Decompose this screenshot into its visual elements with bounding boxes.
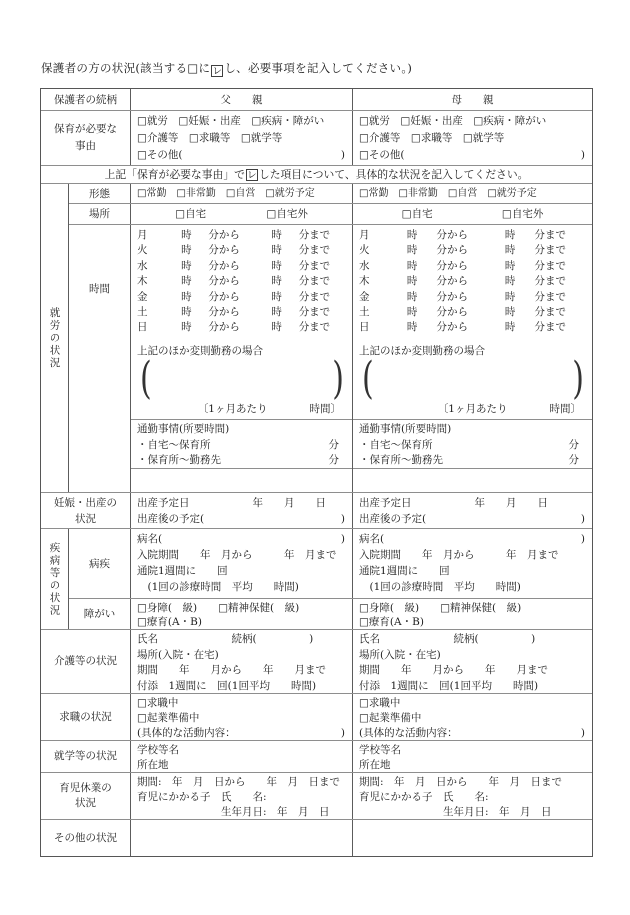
illness-row — [41, 529, 592, 630]
open-paren: ( — [362, 353, 374, 405]
from-label: 分から — [436, 244, 468, 257]
hour-label: 時 — [181, 229, 192, 241]
reason-other-line: □その他( ) — [359, 149, 585, 161]
mother-disability-cell — [353, 599, 592, 629]
form-title-post: し、必要事項を記入してください。) — [224, 61, 413, 75]
hour-label: 時 — [181, 244, 192, 257]
hour-label: 時 — [504, 306, 516, 319]
header-father: 父 親 — [131, 89, 353, 110]
monthly-hours-line: 〔1ヶ月あたり 時間〕 — [437, 402, 581, 415]
from-label: 分から — [208, 306, 240, 319]
disability-line: □療育(A・B) — [137, 616, 202, 628]
work-status-row — [41, 184, 592, 493]
hour-label: 時 — [406, 306, 418, 319]
mother-work-time-cell — [353, 225, 592, 492]
reason-other-line: □その他( ) — [137, 149, 345, 161]
father-work-place-cell: □自宅 □自宅外 — [131, 204, 353, 224]
work-form-subrow — [69, 184, 592, 204]
mother-commute-cell — [353, 420, 592, 469]
from-label: 分から — [436, 321, 468, 334]
hour-label: 時 — [504, 275, 516, 288]
hospitalization-line: 入院期間 年 月から 年 月まで — [137, 549, 337, 561]
day-row — [359, 305, 587, 320]
reason-line: □介護等 □求職等 □就学等 — [359, 132, 505, 144]
hour-label: 時 — [271, 244, 282, 257]
school-address-line: 所在地 — [137, 759, 169, 771]
hour-label: 時 — [504, 290, 516, 303]
close-paren: ) — [572, 353, 584, 405]
father-empty-strip — [131, 469, 352, 492]
pregnancy-label: 妊娠・出産の 状況 — [41, 493, 131, 528]
hour-label: 時 — [181, 321, 192, 334]
irregular-work-label: 上記のほか変則勤務の場合 — [137, 344, 263, 357]
care-name-line: 氏名 続柄( ) — [359, 633, 536, 645]
child-name-line: 育児にかかる子 氏 名: — [137, 791, 267, 803]
day-row — [359, 274, 587, 289]
day-label: 火 — [359, 244, 370, 257]
to-label: 分まで — [298, 290, 331, 303]
day-row — [359, 243, 587, 258]
hospitalization-line: 入院期間 年 月から 年 月まで — [359, 549, 559, 561]
father-reason-cell — [131, 111, 353, 165]
to-label: 分まで — [298, 306, 331, 319]
mother-childcare-cell — [353, 773, 592, 819]
childcare-leave-label: 育児休業の 状況 — [41, 773, 131, 819]
schooling-row — [41, 741, 592, 773]
work-place-subrow — [69, 204, 592, 225]
checked-checkbox-icon: レ — [212, 66, 223, 77]
father-job-seeking-cell — [131, 694, 353, 740]
sickness-label: 病疾 — [69, 529, 131, 598]
school-name-line: 学校等名 — [137, 744, 179, 756]
due-date-line: 出産予定日 年 月 日 — [137, 497, 326, 509]
mother-other-cell — [353, 820, 592, 856]
to-label: 分まで — [534, 259, 567, 272]
to-label: 分まで — [534, 244, 567, 257]
after-birth-line: 出産後の予定( ) — [359, 513, 585, 525]
commute-home-line: ・自宅〜保育所 分 — [359, 438, 579, 451]
commute-title: 通勤事情(所要時間) — [137, 423, 230, 435]
care-period-line: 期間 年 月から 年 月まで — [137, 664, 326, 676]
due-date-line: 出産予定日 年 月 日 — [359, 497, 548, 509]
day-label: 日 — [359, 321, 370, 334]
day-label: 土 — [137, 306, 148, 319]
father-pregnancy-cell — [131, 493, 353, 528]
job-seeking-row — [41, 694, 592, 741]
hour-label: 時 — [406, 290, 418, 303]
reason-line: □就労 □妊娠・出産 □疾病・障がい — [359, 115, 547, 127]
father-work-form-cell: □常勤 □非常勤 □自営 □就労予定 — [131, 184, 353, 203]
visits-line: 通院1週間に 回 — [359, 565, 450, 577]
care-name-line: 氏名 続柄( ) — [137, 633, 314, 645]
leave-period-line: 期間: 年 月 日から 年 月 日まで — [359, 776, 563, 788]
day-label: 火 — [137, 244, 148, 257]
father-disability-cell — [131, 599, 353, 629]
hour-label: 時 — [406, 321, 418, 334]
day-label: 木 — [359, 275, 370, 288]
avg-time-line: (1回の診療時間 平均 時間) — [137, 581, 299, 593]
day-label: 金 — [359, 290, 370, 303]
irregular-work-parens — [137, 353, 347, 405]
care-attend-line: 付添 1週間に 回(1回平均 時間) — [359, 679, 539, 692]
day-row — [359, 290, 587, 305]
hour-label: 時 — [271, 229, 282, 241]
commute-home-line: ・自宅〜保育所 分 — [137, 438, 339, 451]
from-label: 分から — [436, 275, 468, 288]
hour-label: 時 — [504, 321, 516, 334]
father-commute-cell — [131, 420, 352, 469]
mother-empty-strip — [353, 469, 592, 492]
monthly-hours-line: 〔1ヶ月あたり 時間〕 — [197, 402, 341, 415]
commute-title: 通勤事情(所要時間) — [359, 423, 452, 435]
day-label: 木 — [137, 275, 148, 288]
irregular-work-label: 上記のほか変則勤務の場合 — [359, 344, 485, 357]
seeking-line: □求職中 — [359, 697, 401, 709]
from-label: 分から — [436, 306, 468, 319]
hour-label: 時 — [504, 244, 516, 257]
disease-name-line: 病名( ) — [137, 533, 345, 545]
disability-line: □療育(A・B) — [359, 616, 424, 628]
day-row — [137, 228, 347, 243]
day-row — [137, 274, 347, 289]
other-status-label: その他の状況 — [41, 820, 131, 856]
hour-label: 時 — [271, 259, 282, 272]
care-place-line: 場所(入院・在宅) — [137, 648, 219, 661]
from-label: 分から — [208, 290, 240, 303]
from-label: 分から — [208, 229, 240, 241]
care-attend-line: 付添 1週間に 回(1回平均 時間) — [137, 679, 317, 692]
mother-weekly-hours — [353, 225, 592, 420]
day-row — [137, 259, 347, 274]
reason-label: 保育が必要な 事由 — [41, 111, 131, 165]
job-seeking-label: 求職の状況 — [41, 694, 131, 740]
work-place-label: 場所 — [69, 204, 131, 224]
hour-label: 時 — [271, 275, 282, 288]
hour-label: 時 — [406, 275, 418, 288]
checked-checkbox-icon: レ — [247, 169, 257, 181]
mother-reason-cell — [353, 111, 592, 165]
to-label: 分まで — [298, 229, 331, 241]
day-row — [137, 320, 347, 335]
hour-label: 時 — [181, 290, 192, 303]
activity-line: (具体的な活動内容： ) — [137, 727, 345, 739]
hour-label: 時 — [271, 306, 282, 319]
guardian-status-table — [40, 88, 593, 857]
reason-row — [41, 111, 592, 166]
school-name-line: 学校等名 — [359, 744, 401, 756]
from-label: 分から — [436, 259, 468, 272]
father-work-time-cell — [131, 225, 353, 492]
reason-line: □就労 □妊娠・出産 □疾病・障がい — [137, 115, 325, 127]
childcare-leave-row — [41, 773, 592, 820]
commute-work-line: ・保育所〜勤務先 分 — [137, 454, 339, 466]
day-label: 月 — [137, 229, 148, 241]
avg-time-line: (1回の診療時間 平均 時間) — [359, 581, 521, 593]
hour-label: 時 — [406, 244, 418, 257]
disability-line: □身障( 級) □精神保健( 級) — [137, 602, 300, 614]
work-form-label: 形態 — [69, 184, 131, 203]
from-label: 分から — [436, 229, 468, 241]
hour-label: 時 — [406, 259, 418, 272]
hour-label: 時 — [271, 321, 282, 334]
father-nursing-cell — [131, 630, 353, 693]
child-birth-line: 生年月日: 年 月 日 — [137, 806, 330, 818]
day-row — [359, 259, 587, 274]
sickness-subrow — [69, 529, 592, 599]
reason-line: □介護等 □求職等 □就学等 — [137, 132, 283, 144]
mother-sickness-cell — [353, 529, 592, 598]
to-label: 分まで — [534, 229, 567, 241]
care-period-line: 期間 年 月から 年 月まで — [359, 664, 548, 676]
day-row — [359, 320, 587, 335]
mother-work-place-cell: □自宅 □自宅外 — [401, 208, 544, 220]
to-label: 分まで — [534, 321, 567, 334]
hour-label: 時 — [504, 259, 516, 272]
hour-label: 時 — [406, 229, 418, 241]
nursing-care-row — [41, 630, 592, 694]
mother-pregnancy-cell — [353, 493, 592, 528]
mother-nursing-cell — [353, 630, 592, 693]
to-label: 分まで — [298, 275, 331, 288]
day-label: 金 — [137, 290, 148, 303]
to-label: 分まで — [298, 244, 331, 257]
disease-name-line: 病名( ) — [359, 533, 585, 545]
hour-label: 時 — [271, 290, 282, 303]
father-childcare-cell — [131, 773, 353, 819]
schooling-label: 就学等の状況 — [41, 741, 131, 772]
commute-work-line: ・保育所〜勤務先 分 — [359, 454, 579, 466]
visits-line: 通院1週間に 回 — [137, 565, 228, 577]
day-label: 水 — [137, 259, 148, 272]
to-label: 分まで — [298, 321, 331, 334]
from-label: 分から — [208, 321, 240, 334]
hour-label: 時 — [504, 229, 516, 241]
father-sickness-cell — [131, 529, 353, 598]
mother-work-form-cell: □常勤 □非常勤 □自営 □就労予定 — [359, 188, 537, 199]
day-label: 日 — [137, 321, 148, 334]
child-birth-line: 生年月日: 年 月 日 — [359, 806, 552, 818]
disability-label: 障がい — [69, 599, 131, 629]
work-status-label: 就労の状況 — [41, 184, 69, 492]
form-title-pre: 保護者の方の状況(該当する□に — [41, 61, 211, 75]
header-relation: 保護者の続柄 — [41, 89, 131, 110]
irregular-work-parens — [359, 353, 587, 405]
after-birth-line: 出産後の予定( ) — [137, 513, 345, 525]
child-name-line: 育児にかかる子 氏 名: — [359, 791, 489, 803]
work-status-group — [69, 184, 592, 492]
day-label: 水 — [359, 259, 370, 272]
day-label: 土 — [359, 306, 370, 319]
from-label: 分から — [208, 275, 240, 288]
day-row — [137, 290, 347, 305]
hour-label: 時 — [181, 259, 192, 272]
from-label: 分から — [436, 290, 468, 303]
disability-line: □身障( 級) □精神保健( 級) — [359, 602, 522, 614]
activity-line: (具体的な活動内容： ) — [359, 727, 585, 739]
illness-group-label: 疾病等の状況 — [41, 529, 69, 629]
open-paren: ( — [140, 353, 152, 405]
to-label: 分まで — [534, 306, 567, 319]
header-row — [41, 89, 592, 111]
work-time-label: 時間 — [69, 225, 131, 492]
father-other-cell — [131, 820, 353, 856]
to-label: 分まで — [534, 275, 567, 288]
mother-schooling-cell — [353, 741, 592, 772]
startup-line: □起業準備中 — [359, 712, 422, 724]
school-address-line: 所在地 — [359, 759, 391, 771]
header-mother: 母 親 — [451, 93, 494, 106]
hour-label: 時 — [181, 306, 192, 319]
day-label: 月 — [359, 229, 370, 241]
illness-group — [69, 529, 592, 629]
to-label: 分まで — [298, 259, 331, 272]
startup-line: □起業準備中 — [137, 712, 200, 724]
pregnancy-row — [41, 493, 592, 529]
disability-subrow — [69, 599, 592, 629]
from-label: 分から — [208, 244, 240, 257]
seeking-line: □求職中 — [137, 697, 179, 709]
form-title — [41, 60, 412, 77]
father-schooling-cell — [131, 741, 353, 772]
leave-period-line: 期間: 年 月 日から 年 月 日まで — [137, 776, 341, 788]
hour-label: 時 — [181, 275, 192, 288]
care-place-line: 場所(入院・在宅) — [359, 648, 441, 661]
work-time-subrow — [69, 225, 592, 492]
day-row — [137, 243, 347, 258]
father-weekly-hours — [131, 225, 352, 420]
close-paren: ) — [332, 353, 344, 405]
instruction-row: 上記「保育が必要な事由」で レ した項目について、具体的な状況を記入してください。 — [41, 166, 592, 184]
from-label: 分から — [208, 259, 240, 272]
nursing-care-label: 介護等の状況 — [41, 630, 131, 693]
day-row — [359, 228, 587, 243]
mother-job-seeking-cell — [353, 694, 592, 740]
to-label: 分まで — [534, 290, 567, 303]
other-status-row — [41, 820, 592, 856]
day-row — [137, 305, 347, 320]
